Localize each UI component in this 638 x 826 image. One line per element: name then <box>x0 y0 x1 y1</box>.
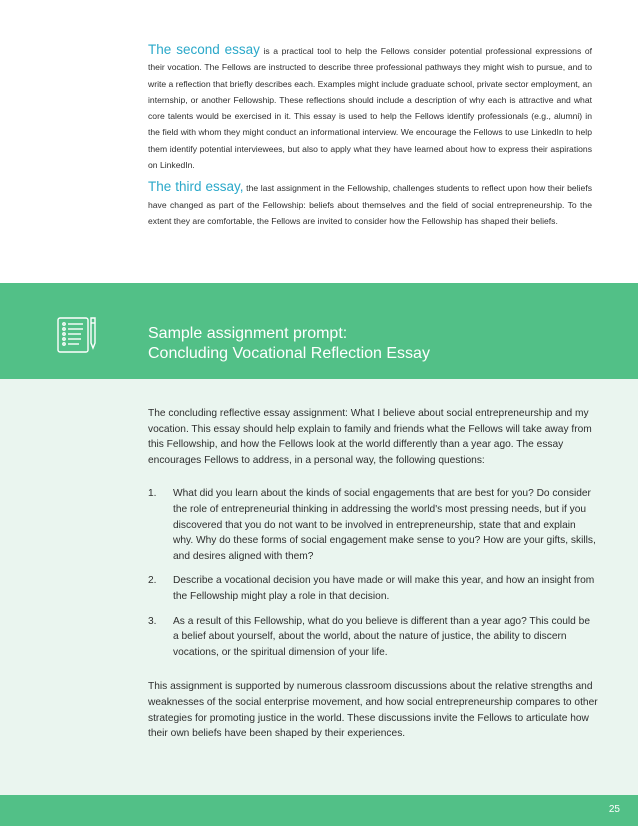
third-essay-text: the last assignment in the Fellowship, challenges students to reflect upon how their beliefs have changed as part of the Fellowship: beliefs about themselves and the field of social entrepreneurship. To the extent they are comfortable, the Fellows are invited to consider how the Fellowship has shaped their beliefs. <box>148 183 592 226</box>
banner-title <box>148 324 608 364</box>
second-essay-paragraph <box>148 42 592 173</box>
page-number: 25 <box>608 804 620 815</box>
notepad-pen-icon <box>55 315 99 360</box>
question-text: As a result of this Fellowship, what do you believe is different than a year ago? This could be a belief about yourself, about the world, about the nature of justice, the ability to discern vocations, or the spiritual dimension of your life. <box>173 615 590 658</box>
second-essay-lead: The second essay <box>148 42 260 57</box>
prompt-closing: This assignment is supported by numerous classroom discussions about the relative strengths and weaknesses of the social enterprise movement, and how social entrepreneurship compares to other strategies for promoting justice in the world. These discussions invite the Fellows to articulate how their own beliefs have been shaped by their experiences. <box>148 681 598 740</box>
essay-descriptions <box>148 42 592 235</box>
list-item <box>148 573 598 604</box>
banner-title-line1: Sample assignment prompt: <box>148 325 348 342</box>
question-text: What did you learn about the kinds of social engagements that are best for you? Do consider the role of entrepreneurial thinking in addressing the world's most pressing needs, but if you discovered that you do not want to be involved in entrepreneurship, state that and explain why. Why do these forms of social engagement make sense to you? How are your gifts, skills, and desires aligned with them? <box>173 488 596 562</box>
question-text: Describe a vocational decision you have made or will make this year, and how an insight from the Fellowship might play a role in that decision. <box>173 575 595 602</box>
second-essay-text: is a practical tool to help the Fellows consider potential professional expressions of their vocation. The Fellows are instructed to describe three professional pathways they might wish to pursue, and to write a reflection that briefly describes each. Examples might include graduate school, private sector employment, an internship, or another Fellowship. These reflections should include a description of why each is attractive and what core talents would be exercised in it. This essay is used to help the Fellows identify professionals (e.g., alumni) in the field with whom they might conduct an informational interview. We encourage the Fellows to use LinkedIn to help them identify potential interviewees, but also to apply what they have learned about how to express their aspirations on LinkedIn. <box>148 46 592 171</box>
question-list <box>148 486 598 660</box>
banner-title-line2: Concluding Vocational Reflection Essay <box>148 345 430 362</box>
third-essay-lead: The third essay, <box>148 179 244 195</box>
question-number: 2. <box>148 575 157 587</box>
page-footer <box>0 795 638 826</box>
prompt-banner <box>0 283 638 379</box>
prompt-intro: The concluding reflective essay assignment: What I believe about social entrepreneurship and my vocation. This essay should help explain to family and friends what the Fellows will take away from this Fellowship, and how the Fellows look at the world differently than a year ago. The essay encourages Fellows to address, in a personal way, the following questions: <box>148 408 592 466</box>
question-number: 3. <box>148 615 157 627</box>
prompt-content <box>0 379 638 795</box>
third-essay-paragraph <box>148 179 592 229</box>
question-number: 1. <box>148 488 157 500</box>
prompt-body <box>148 406 598 742</box>
list-item <box>148 486 598 564</box>
list-item <box>148 614 598 661</box>
